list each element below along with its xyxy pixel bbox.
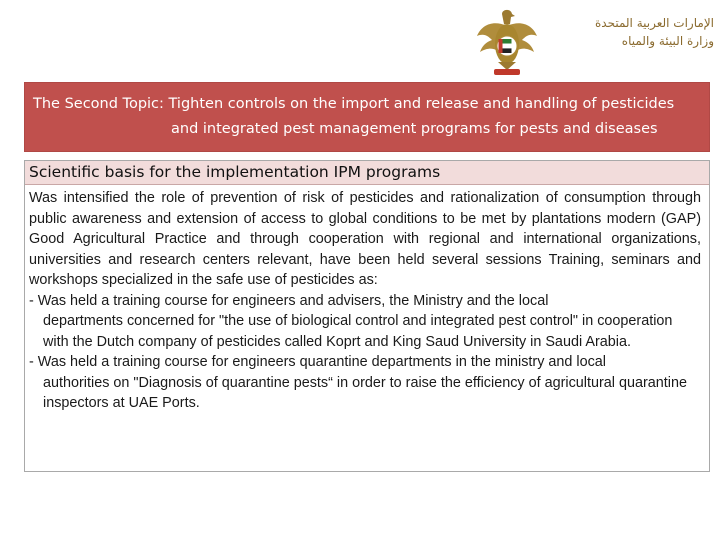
content-box: [24, 160, 710, 472]
section-heading: Scientific basis for the implementation IPM programs: [25, 161, 709, 185]
topic-title-line-2: and integrated pest management programs for pests and diseases: [171, 121, 658, 137]
ministry-name-arabic: [548, 14, 714, 50]
list-item-first-line: - Was held a training course for engineers and advisers, the Ministry and the local: [29, 292, 549, 309]
list-item-continuation: departments concerned for "the use of biological control and integrated pest control" in cooperation with the Dutch company of pesticides called Koprt and King Saud University in Saudi Arabia.: [43, 313, 673, 350]
topic-title-line-1: The Second Topic: Tighten controls on the import and release and handling of pesticides: [33, 96, 675, 112]
list-item: [29, 291, 701, 353]
list-item-continuation: authorities on "Diagnosis of quarantine pests“ in order to raise the efficiency of agricultural quarantine inspectors at UAE Ports.: [43, 374, 687, 411]
arabic-country-name: الإمارات العربية المتحدة: [595, 16, 714, 30]
uae-emblem-icon: [474, 6, 540, 78]
intro-paragraph: Was intensified the role of prevention of risk of pesticides and rationalization of consumption through public awareness and extension of access to global conditions to be met by plantations modern (GAP) Good Agricultural Practice and through cooperation with regional and international organizations, universities and research centers relevant, have been held several sessions Training, seminars and workshops specialized in the safe use of pesticides as:: [29, 190, 701, 288]
list-item-first-line: - Was held a training course for engineers quarantine departments in the ministry and local: [29, 354, 606, 370]
arabic-ministry-name: وزارة البيئة والمياه: [621, 34, 714, 48]
topic-banner: [24, 82, 710, 152]
list-item: [29, 352, 701, 414]
section-body: [29, 188, 701, 414]
